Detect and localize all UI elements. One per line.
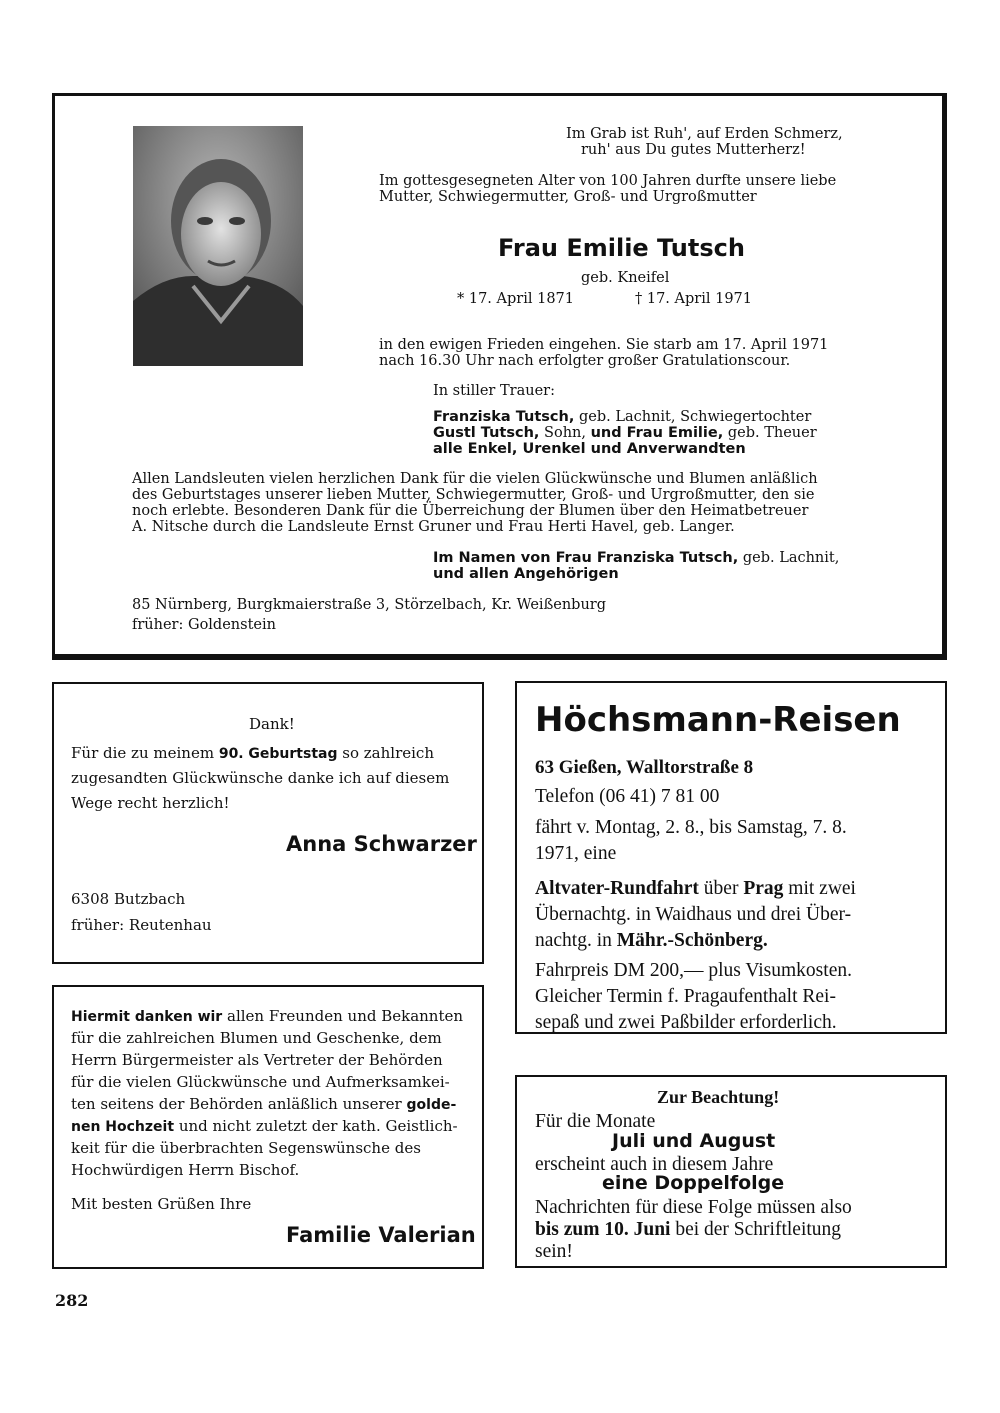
mourner-2-spouse: und Frau Emilie, (590, 425, 724, 441)
dank-line-2: zugesandten Glückwünsche danke ich auf diesem (71, 769, 450, 787)
dates-line-2: 1971, eine (535, 843, 617, 864)
anniversary-thanks-notice (52, 985, 484, 1269)
dank-age: 90. (218, 746, 244, 762)
dank-line-1 (71, 746, 434, 761)
thanks-line-2: des Geburtstages unserer lieben Mutter, Schwiegermutter, Groß- und Urgroßmutter, den sie (132, 487, 815, 503)
portrait-photo (133, 126, 303, 366)
hiermit-line-6 (71, 1119, 458, 1134)
notice-line-3: Nachrichten für diese Folge müssen also (535, 1197, 852, 1218)
notice-deadline: bis zum 10. Juni (535, 1219, 671, 1240)
hiermit-line-4: für die vielen Glückwünsche und Aufmerksamkei- (71, 1073, 450, 1091)
maiden-name: geb. Kneifel (581, 270, 670, 286)
portrait-image (133, 126, 303, 366)
nights-destination: Mähr.-Schönberg. (616, 930, 768, 951)
dank-signature: Anna Schwarzer (286, 832, 477, 856)
thanks-line-3: noch erlebte. Besonderen Dank für die Überreichung der Blumen über den Heimatbetreuer (132, 503, 809, 519)
thanks-line-1: Allen Landsleuten vielen herzlichen Dank für die vielen Glückwünsche und Blumen anläßlich (132, 471, 818, 487)
notice-line-5: sein! (535, 1241, 573, 1262)
motto-line-1: Im Grab ist Ruh', auf Erden Schmerz, (566, 126, 843, 142)
hiermit-line-8: Hochwürdigen Herrn Bischof. (71, 1161, 300, 1179)
company-name: Höchsmann-Reisen (535, 700, 901, 740)
birthday-thanks-notice (52, 682, 484, 964)
hiermit-signature: Familie Valerian (286, 1223, 476, 1247)
on-behalf-maiden: geb. Lachnit, (742, 550, 840, 566)
company-address: 63 Gießen, Walltorstraße 8 (535, 757, 754, 778)
dank-line-3: Wege recht herzlich! (71, 794, 230, 812)
obituary-notice (52, 93, 947, 660)
on-behalf-line-2: und allen Angehörigen (433, 566, 619, 582)
mourner-line-2 (433, 426, 817, 441)
notice-box (515, 1075, 947, 1268)
intro-line-2: Mutter, Schwiegermutter, Groß- und Urgroßmutter (379, 189, 757, 205)
nights-line-1: Übernachtg. in Waidhaus und drei Über- (535, 904, 852, 925)
mourner-2-name: Gustl Tutsch, (433, 425, 540, 441)
hiermit-golden: golde- (406, 1097, 457, 1113)
intro-line-1: Im gottesgesegneten Alter von 100 Jahren durfte unsere liebe (379, 173, 837, 189)
deceased-name: Frau Emilie Tutsch (498, 234, 745, 262)
notice-line-1: Für die Monate (535, 1111, 656, 1132)
price-line-1: Fahrpreis DM 200,— plus Visumkosten. (535, 960, 852, 981)
passing-line-1: in den ewigen Frieden eingehen. Sie starb am 17. April 1971 (379, 337, 829, 353)
notice-line-4 (535, 1220, 841, 1240)
on-behalf-name: Im Namen von Frau Franziska Tutsch, (433, 550, 739, 566)
hiermit-greeting: Mit besten Grüßen Ihre (71, 1195, 252, 1213)
tour-name: Altvater-Rundfahrt (535, 878, 699, 899)
tour-via: über (703, 878, 739, 899)
mourner-2-maiden: geb. Theuer (727, 425, 817, 441)
death-date: † 17. April 1971 (635, 291, 752, 307)
nights-line-2 (535, 931, 768, 951)
hiermit-opening: Hiermit danken wir (71, 1009, 223, 1025)
dank-address: 6308 Butzbach (71, 890, 186, 908)
hiermit-line-6-rest: und nicht zuletzt der kath. Geistlich- (178, 1117, 458, 1135)
thanks-line-4: A. Nitsche durch die Landsleute Ernst Gruner und Frau Herti Havel, geb. Langer. (132, 519, 735, 535)
motto-line-2: ruh' aus Du gutes Mutterherz! (581, 142, 806, 158)
mourner-2-relation: Sohn, (544, 425, 586, 441)
price-line-3: sepaß und zwei Paßbilder erforderlich. (535, 1012, 837, 1033)
company-phone: Telefon (06 41) 7 81 00 (535, 786, 720, 807)
hiermit-line-3: Herrn Bürgermeister als Vertreter der Behörden (71, 1051, 443, 1069)
mourning-heading: In stiller Trauer: (433, 383, 555, 399)
birth-date: * 17. April 1871 (457, 291, 574, 307)
on-behalf-line-1 (433, 551, 839, 566)
hiermit-wedding: nen Hochzeit (71, 1119, 175, 1135)
hiermit-line-5-start: ten seitens der Behörden anläßlich unserer (71, 1095, 402, 1113)
tour-city: Prag (743, 878, 784, 899)
dank-line-1-end: so zahlreich (342, 744, 434, 762)
notice-heading: Zur Beachtung! (657, 1087, 780, 1107)
mourner-line-3: alle Enkel, Urenkel und Anverwandten (433, 441, 746, 457)
formerly-line: früher: Goldenstein (132, 617, 276, 633)
passing-line-2: nach 16.30 Uhr nach erfolgter großer Gratulationscour. (379, 353, 791, 369)
notice-months: Juli und August (612, 1130, 776, 1152)
hiermit-line-7: keit für die überbrachten Segenswünsche des (71, 1139, 421, 1157)
address-line: 85 Nürnberg, Burgkmaierstraße 3, Störzelbach, Kr. Weißenburg (132, 597, 607, 613)
mourner-line-1 (433, 410, 811, 425)
dates-line-1: fährt v. Montag, 2. 8., bis Samstag, 7. 8. (535, 817, 847, 838)
dank-line-1-start: Für die zu meinem (71, 744, 215, 762)
tour-end: mit zwei (788, 878, 856, 899)
notice-double-issue: eine Doppelfolge (602, 1172, 785, 1194)
tour-line (535, 879, 856, 899)
price-line-2: Gleicher Termin f. Pragaufenthalt Rei- (535, 986, 836, 1007)
notice-line-2: erscheint auch in diesem Jahre (535, 1154, 774, 1175)
page-number: 282 (55, 1291, 89, 1310)
dank-heading: Dank! (249, 715, 295, 733)
dank-birthday: Geburtstag (248, 746, 338, 762)
nights-line-2-start: nachtg. in (535, 930, 612, 951)
mourner-1-name: Franziska Tutsch, (433, 409, 575, 425)
hiermit-line-5 (71, 1097, 456, 1112)
notice-line-4-rest: bei der Schriftleitung (675, 1219, 842, 1240)
mourner-1-detail: geb. Lachnit, Schwiegertochter (578, 409, 812, 425)
hiermit-line-2: für die zahlreichen Blumen und Geschenke, dem (71, 1029, 442, 1047)
travel-advertisement (515, 681, 947, 1034)
dank-formerly: früher: Reutenhau (71, 916, 212, 934)
hiermit-line-1-rest: allen Freunden und Bekannten (227, 1007, 464, 1025)
hiermit-line-1 (71, 1009, 463, 1024)
